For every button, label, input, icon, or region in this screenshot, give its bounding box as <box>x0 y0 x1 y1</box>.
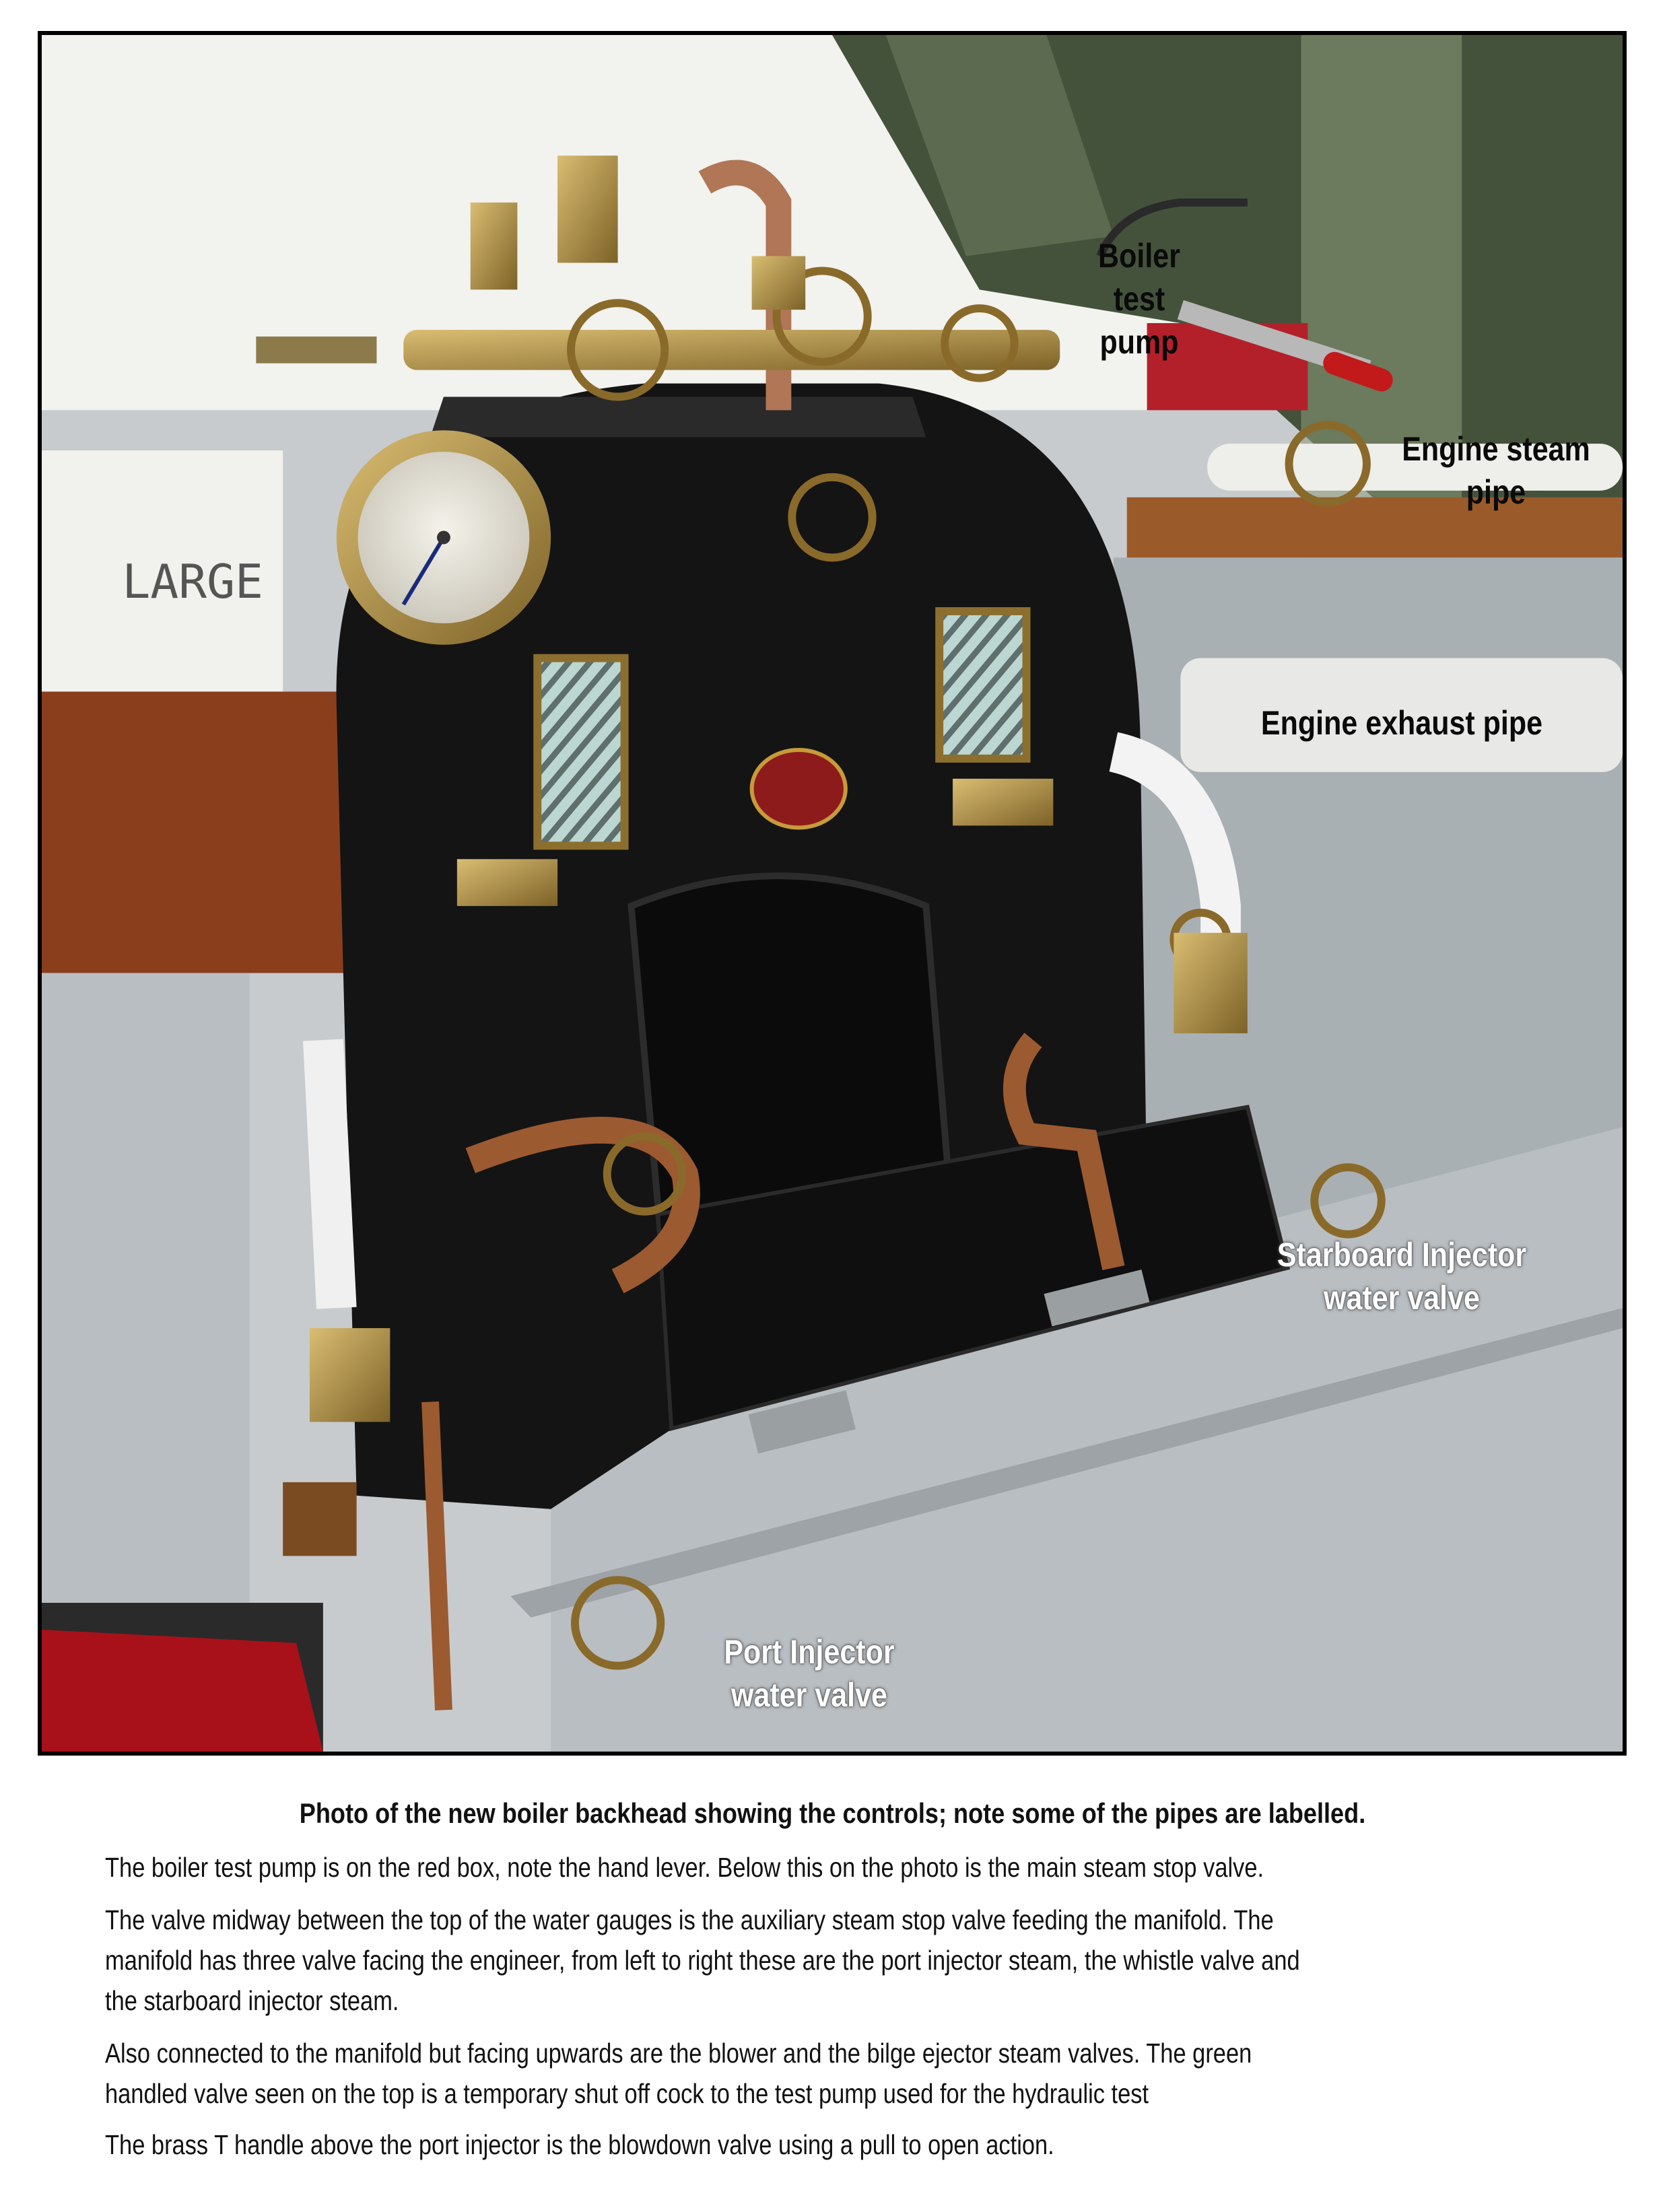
test-pump-handle <box>1334 364 1382 380</box>
label-engine-exhaust-pipe: Engine exhaust pipe <box>1260 704 1543 742</box>
starboard-injector-body <box>1174 933 1247 1033</box>
paragraph-blower: Also connected to the manifold but facing upwards are the blower and the bilge ejector steam valves. The green handled valve seen on the top is a temporary shut off cock to the test pump used for the hydraulic test <box>105 2038 1252 2109</box>
left-cabinet-wood <box>42 691 350 973</box>
large-box-text: LARGE <box>122 555 263 610</box>
steam-manifold <box>403 330 1060 370</box>
paragraph-manifold: The valve midway between the top of the water gauges is the auxiliary steam stop valve feeding the manifold. The manifold has three valve facing the engineer, from left to right these are the port injector steam, the whistle valve and the starboard injector steam. <box>105 1904 1300 2016</box>
boiler-photo <box>38 31 1627 1756</box>
photo-caption: Photo of the new boiler backhead showing the controls; note some of the pipes are labelled. <box>299 1797 1366 1829</box>
paragraph-test-pump: The boiler test pump is on the red box, note the hand lever. Below this on the photo is the main steam stop valve. <box>105 1852 1264 1883</box>
builder-plate <box>752 750 846 827</box>
label-engine-steam-pipe: Engine steam pipe <box>1402 430 1590 511</box>
paragraph-blowdown: The brass T handle above the port injector is the blowdown valve using a pull to open action. <box>105 2129 1054 2160</box>
boiler-backhead-illustration <box>42 35 1623 1752</box>
left-water-gauge <box>537 658 624 846</box>
right-water-gauge <box>939 611 1026 759</box>
label-boiler-test-pump: Boiler test pump <box>1098 237 1180 361</box>
label-starboard-injector: Starboard Injector water valve <box>1277 1236 1527 1317</box>
label-port-injector: Port Injector water valve <box>724 1633 895 1714</box>
white-hose-left <box>323 1040 337 1308</box>
port-injector-body <box>310 1328 390 1422</box>
red-cloth <box>42 1630 323 1752</box>
